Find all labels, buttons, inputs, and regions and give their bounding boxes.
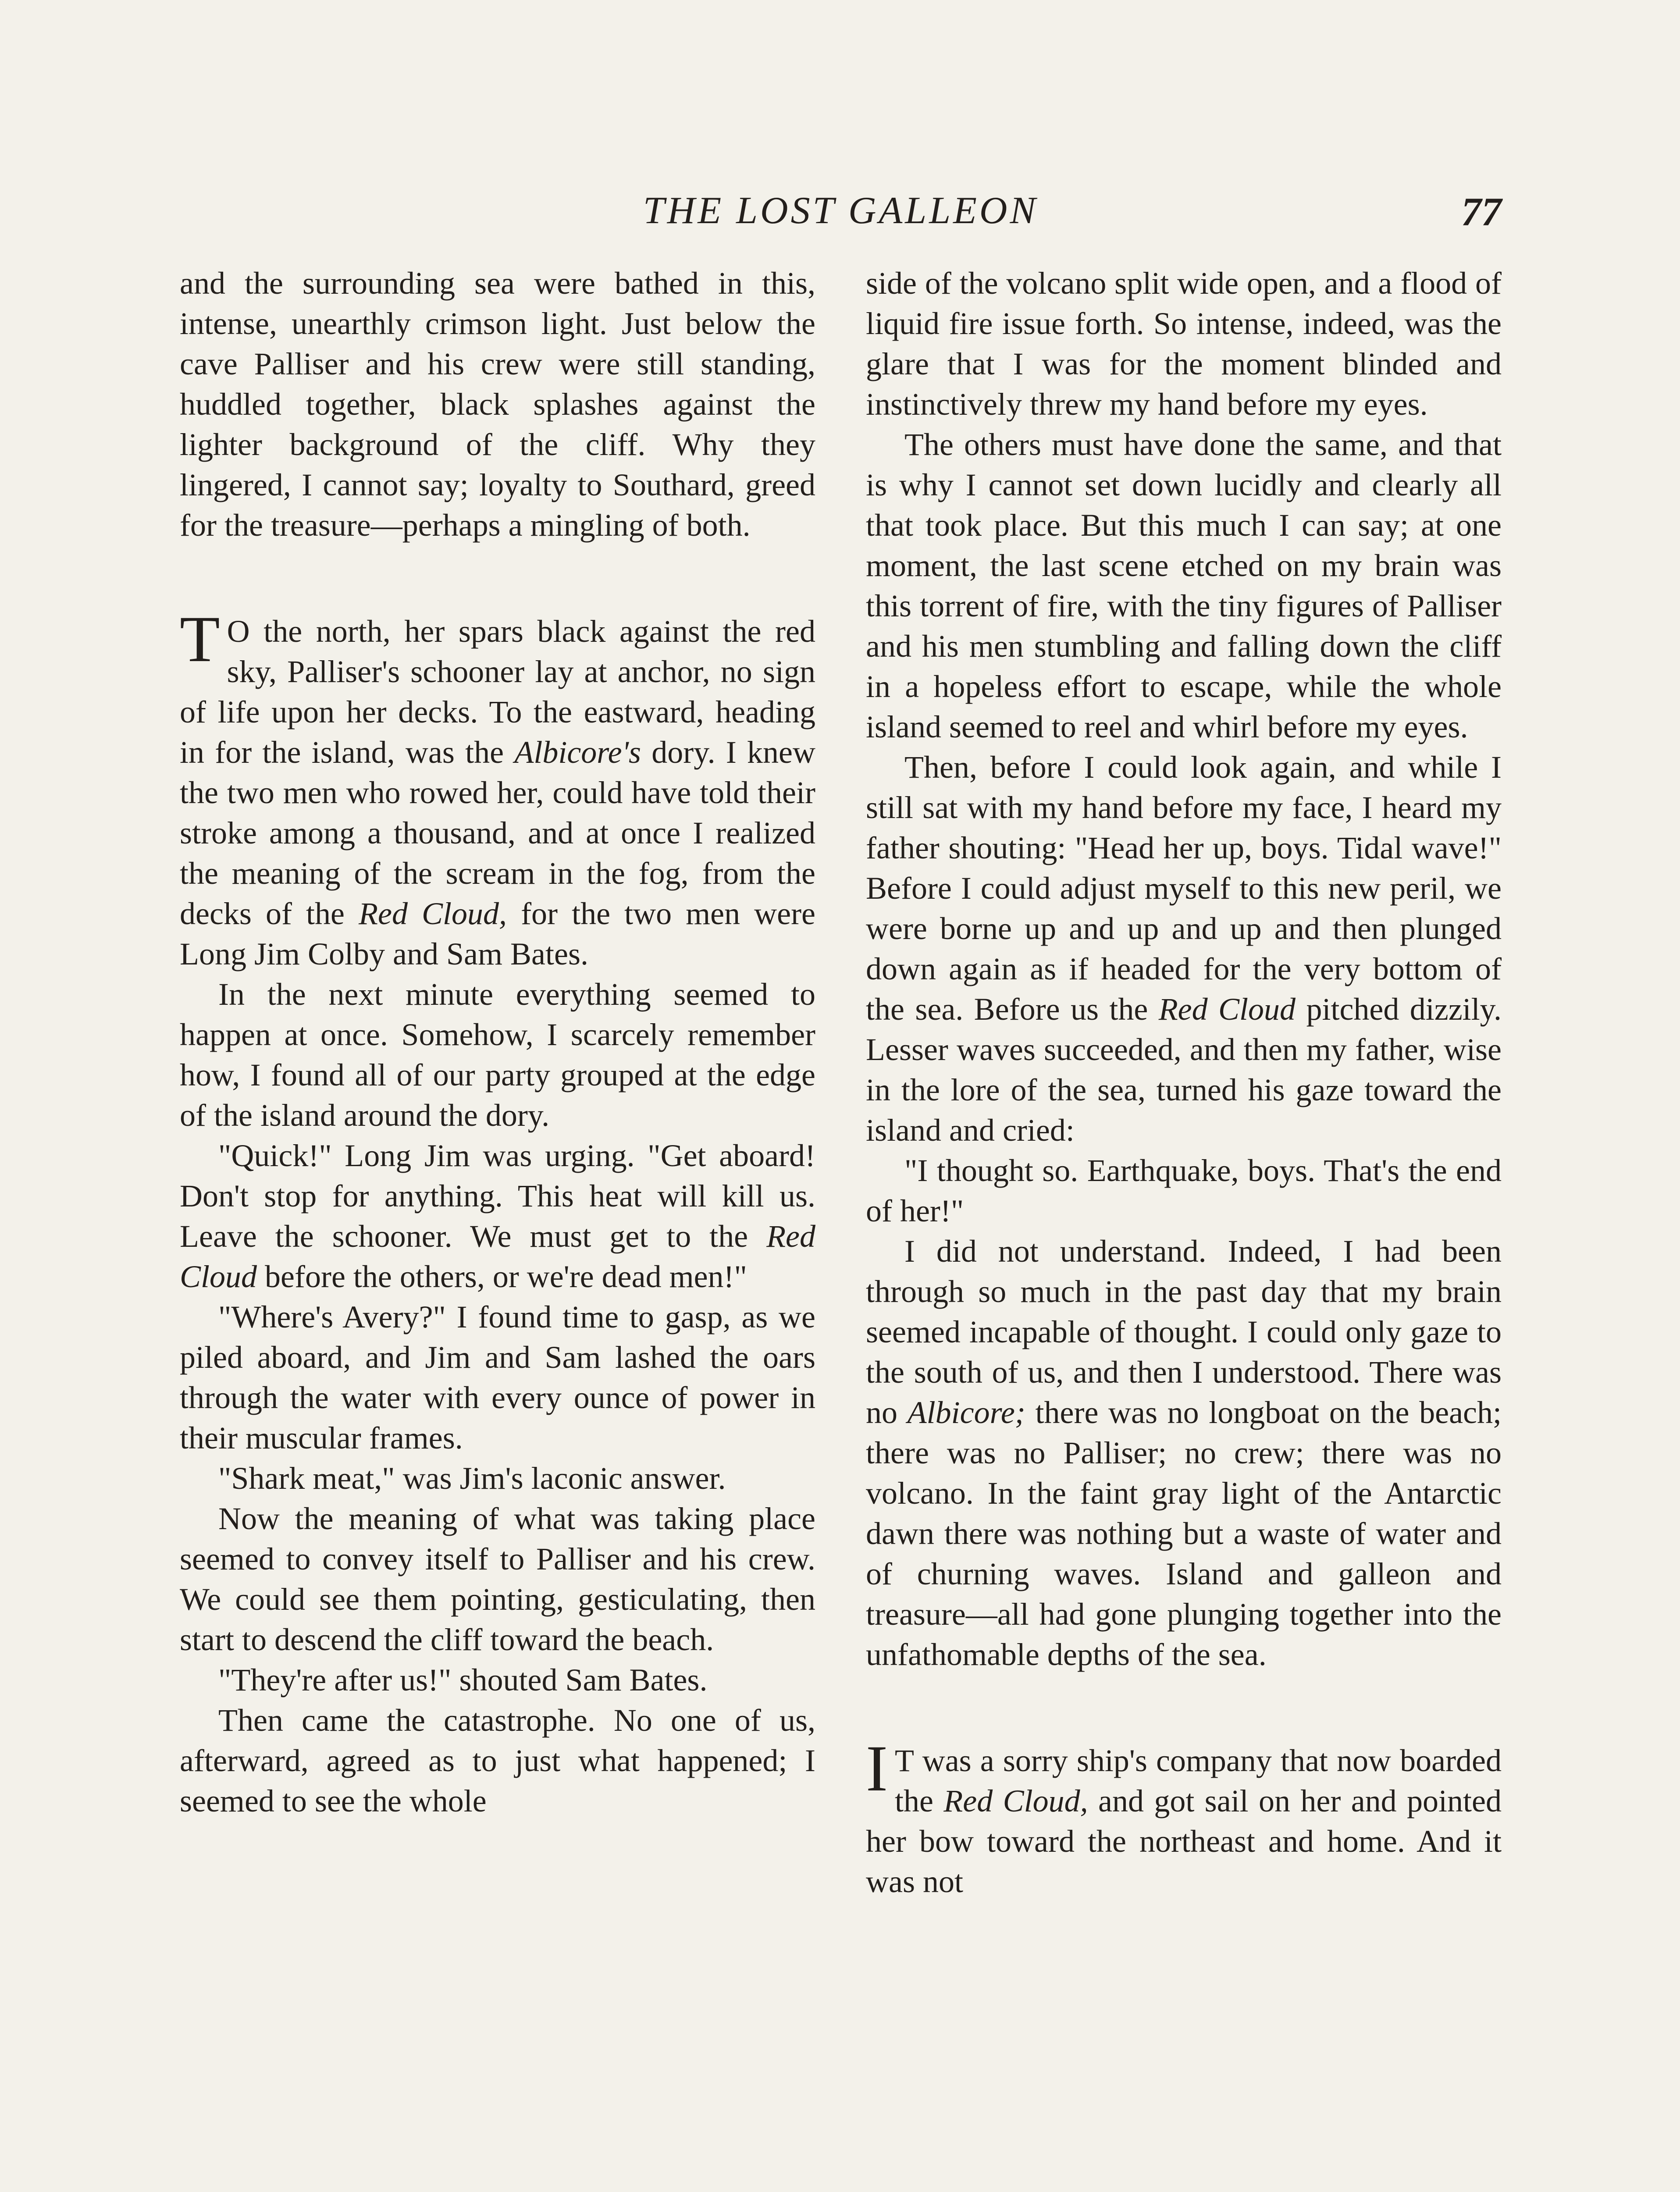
left-column [180, 263, 815, 1821]
paragraph: The others must have done the same, and that is why I cannot set down lucidly and clearly all that took place. But this much I can say; at one moment, the last scene etched on my brain was this torrent of fire, with the tiny figures of Palliser and his men stumbling and falling down the cliff in a hopeless effort to escape, while the whole island seemed to reel and whirl before my eyes. [866, 427, 1502, 744]
paragraph: "Quick!" Long Jim was urging. "Get aboard! Don't stop for anything. This heat will kill us. Leave the schooner. We must get to the Red Cloud before the others, or we're dead men!" [180, 1138, 815, 1294]
paragraph-dropcap: TO the north, her spars black against the red sky, Palliser's schooner lay at anchor, no sign of life upon her decks. To the eastward, heading in for the island, was the Albicore's dory. I knew the two men who rowed her, could have told their stroke among a thousand, and at once I realized the meaning of the scream in the fog, from the decks of the Red Cloud, for the two men were Long Jim Colby and Sam Bates. [180, 603, 816, 971]
paragraph: "Where's Avery?" I found time to gasp, as we piled aboard, and Jim and Sam lashed the oars through the water with every ounce of power in their muscular frames. [180, 1299, 815, 1455]
paragraph-dropcap: IT was a sorry ship's company that now boarded the Red Cloud, and got sail on her and pointed her bow toward the northeast and home. And it was not [866, 1732, 1502, 1899]
paragraph: Then came the catastrophe. No one of us, afterward, agreed as to just what happened; I seemed to see the whole [180, 1703, 815, 1818]
right-column [866, 263, 1502, 1902]
running-title: THE LOST GALLEON [643, 189, 1039, 232]
paragraph: I did not understand. Indeed, I had been through so much in the past day that my brain seemed incapable of thought. I could only gaze to the south of us, and then I understood. There was no Albicore; there was no longboat on the beach; there was no Palliser; no crew; there was no volcano. In the faint gray light of the Antarctic dawn there was nothing but a waste of water and of churning waves. Island and galleon and treasure—all had gone plunging together into the unfathomable depths of the sea. [866, 1234, 1502, 1672]
paragraph: and the surrounding sea were bathed in this, intense, unearthly crimson light. Just below the cave Palliser and his crew were still standing, huddled together, black splashes against the lighter background of the cliff. Why they lingered, I cannot say; loyalty to Southard, greed for the treasure—perhaps a mingling of both. [180, 266, 815, 543]
running-header [180, 189, 1502, 254]
paragraph: "I thought so. Earthquake, boys. That's the end of her!" [866, 1153, 1502, 1228]
paragraph: Then, before I could look again, and while I still sat with my hand before my face, I heard my father shouting: "Head her up, boys. Tidal wave!" Before I could adjust myself to this new peril, we were borne up and up and up and then plunged down again as if headed for the very bottom of the sea. Before us the Red Cloud pitched dizzily. Lesser waves succeeded, and then my father, wise in the lore of the sea, turned his gaze toward the island and cried: [866, 750, 1502, 1148]
paragraph: "They're after us!" shouted Sam Bates. [218, 1662, 708, 1697]
page-number: 77 [1461, 189, 1502, 234]
paragraph: "Shark meat," was Jim's laconic answer. [218, 1461, 726, 1496]
paragraph: side of the volcano split wide open, and a flood of liquid fire issue forth. So intense, indeed, was the glare that I was for the moment blinded and instinctively threw my hand before my eyes. [866, 266, 1502, 422]
paragraph: Now the meaning of what was taking place seemed to convey itself to Palliser and his crew. We could see them pointing, gesticulating, then start to descend the cliff toward the beach. [180, 1501, 815, 1657]
paragraph: In the next minute everything seemed to happen at once. Somehow, I scarcely remember how, I found all of our party grouped at the edge of the island around the dory. [180, 977, 815, 1133]
